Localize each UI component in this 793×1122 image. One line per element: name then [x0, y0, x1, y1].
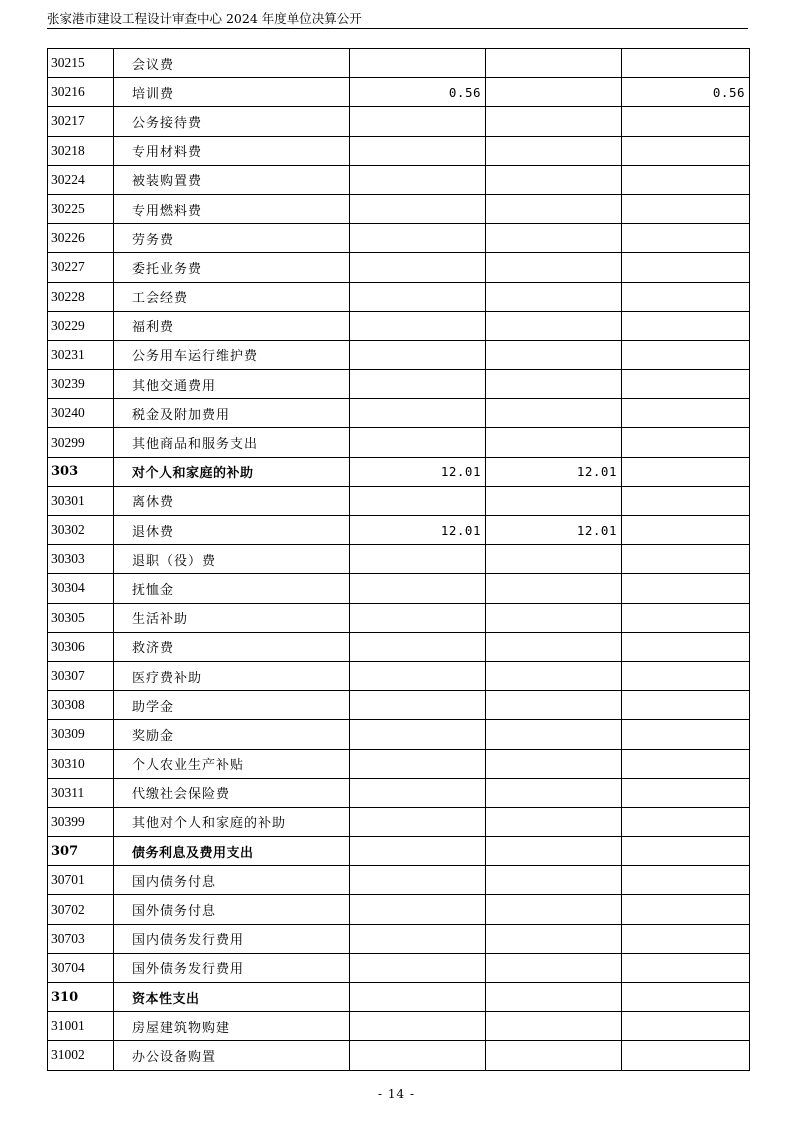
row-code-cell: 30240 — [48, 399, 114, 428]
row-amount-project-cell: 0.56 — [622, 78, 750, 107]
row-code-cell: 30310 — [48, 749, 114, 778]
row-name-cell: 专用燃料费 — [114, 194, 350, 223]
row-amount-total-cell — [350, 224, 486, 253]
row-code-cell: 30303 — [48, 545, 114, 574]
table-row — [48, 603, 750, 632]
row-code-cell: 30308 — [48, 691, 114, 720]
row-amount-project-cell — [622, 340, 750, 369]
table-row — [48, 574, 750, 603]
row-amount-basic-cell — [486, 107, 622, 136]
row-amount-total-cell — [350, 691, 486, 720]
table-row — [48, 953, 750, 982]
row-amount-project-cell — [622, 1012, 750, 1041]
expenditure-table — [47, 48, 750, 1071]
row-name-cell: 工会经费 — [114, 282, 350, 311]
row-code-cell: 310 — [48, 983, 114, 1012]
page-number: - 14 - — [377, 1087, 415, 1101]
row-amount-project-cell — [622, 165, 750, 194]
table-row — [48, 311, 750, 340]
row-name-cell: 离休费 — [114, 486, 350, 515]
row-amount-basic-cell — [486, 720, 622, 749]
row-amount-basic-cell — [486, 224, 622, 253]
row-code-cell: 303 — [48, 457, 114, 486]
row-amount-project-cell — [622, 807, 750, 836]
row-amount-project-cell — [622, 603, 750, 632]
row-name-cell: 国内债务付息 — [114, 866, 350, 895]
row-amount-basic-cell — [486, 282, 622, 311]
row-code-cell: 30703 — [48, 924, 114, 953]
row-amount-total-cell — [350, 837, 486, 866]
row-amount-project-cell — [622, 399, 750, 428]
row-amount-basic-cell — [486, 1041, 622, 1070]
row-amount-basic-cell — [486, 49, 622, 78]
row-name-cell: 生活补助 — [114, 603, 350, 632]
row-amount-project-cell — [622, 428, 750, 457]
row-code-cell: 30216 — [48, 78, 114, 107]
row-code-cell: 30226 — [48, 224, 114, 253]
row-name-cell: 退职（役）费 — [114, 545, 350, 574]
row-name-cell: 其他交通费用 — [114, 370, 350, 399]
row-amount-basic-cell — [486, 253, 622, 282]
row-amount-total-cell — [350, 253, 486, 282]
row-code-cell: 30231 — [48, 340, 114, 369]
row-name-cell: 对个人和家庭的补助 — [114, 457, 350, 486]
row-amount-total-cell — [350, 486, 486, 515]
row-amount-basic-cell — [486, 428, 622, 457]
row-amount-total-cell — [350, 399, 486, 428]
row-code-cell: 30309 — [48, 720, 114, 749]
row-amount-basic-cell — [486, 778, 622, 807]
row-amount-total-cell — [350, 107, 486, 136]
row-amount-project-cell — [622, 778, 750, 807]
row-name-cell: 税金及附加费用 — [114, 399, 350, 428]
row-code-cell: 30218 — [48, 136, 114, 165]
row-amount-project-cell — [622, 194, 750, 223]
row-amount-basic-cell — [486, 749, 622, 778]
table-row — [48, 370, 750, 399]
table-row — [48, 778, 750, 807]
row-amount-project-cell — [622, 136, 750, 165]
row-amount-basic-cell — [486, 632, 622, 661]
row-code-cell: 30306 — [48, 632, 114, 661]
row-name-cell: 债务利息及费用支出 — [114, 837, 350, 866]
row-amount-basic-cell — [486, 136, 622, 165]
row-amount-basic-cell — [486, 924, 622, 953]
row-amount-total-cell — [350, 807, 486, 836]
expenditure-table-body — [48, 49, 750, 1071]
row-name-cell: 委托业务费 — [114, 253, 350, 282]
row-code-cell: 30227 — [48, 253, 114, 282]
row-amount-basic-cell — [486, 545, 622, 574]
row-amount-total-cell — [350, 1012, 486, 1041]
row-amount-basic-cell — [486, 399, 622, 428]
table-row — [48, 1041, 750, 1070]
table-row — [48, 49, 750, 78]
row-amount-total-cell — [350, 136, 486, 165]
row-amount-project-cell — [622, 516, 750, 545]
row-amount-total-cell — [350, 866, 486, 895]
table-row — [48, 282, 750, 311]
row-amount-basic-cell — [486, 486, 622, 515]
row-amount-total-cell — [350, 983, 486, 1012]
table-row — [48, 224, 750, 253]
row-amount-project-cell — [622, 486, 750, 515]
row-name-cell: 国外债务发行费用 — [114, 953, 350, 982]
row-amount-project-cell — [622, 749, 750, 778]
table-row — [48, 720, 750, 749]
row-amount-total-cell — [350, 924, 486, 953]
row-amount-project-cell — [622, 574, 750, 603]
row-amount-project-cell — [622, 49, 750, 78]
table-row — [48, 486, 750, 515]
row-name-cell: 医疗费补助 — [114, 661, 350, 690]
row-amount-project-cell — [622, 545, 750, 574]
row-amount-total-cell — [350, 194, 486, 223]
row-amount-total-cell — [350, 574, 486, 603]
row-amount-basic-cell — [486, 370, 622, 399]
table-row — [48, 516, 750, 545]
row-code-cell: 30304 — [48, 574, 114, 603]
row-amount-total-cell — [350, 282, 486, 311]
table-row — [48, 107, 750, 136]
row-amount-project-cell — [622, 720, 750, 749]
row-amount-total-cell — [350, 311, 486, 340]
table-row — [48, 691, 750, 720]
row-name-cell: 助学金 — [114, 691, 350, 720]
row-amount-total-cell — [350, 895, 486, 924]
row-name-cell: 被装购置费 — [114, 165, 350, 194]
table-row — [48, 749, 750, 778]
row-code-cell: 30704 — [48, 953, 114, 982]
row-code-cell: 30311 — [48, 778, 114, 807]
row-name-cell: 代缴社会保险费 — [114, 778, 350, 807]
row-amount-basic-cell — [486, 895, 622, 924]
row-amount-project-cell — [622, 895, 750, 924]
row-name-cell: 房屋建筑物购建 — [114, 1012, 350, 1041]
row-amount-project-cell — [622, 224, 750, 253]
row-amount-basic-cell — [486, 165, 622, 194]
row-code-cell: 31002 — [48, 1041, 114, 1070]
row-name-cell: 办公设备购置 — [114, 1041, 350, 1070]
row-amount-basic-cell — [486, 340, 622, 369]
row-amount-project-cell — [622, 924, 750, 953]
row-name-cell: 救济费 — [114, 632, 350, 661]
table-row — [48, 78, 750, 107]
row-code-cell: 30215 — [48, 49, 114, 78]
row-amount-basic-cell — [486, 194, 622, 223]
table-row — [48, 924, 750, 953]
row-amount-project-cell — [622, 253, 750, 282]
row-amount-basic-cell — [486, 837, 622, 866]
table-row — [48, 136, 750, 165]
row-amount-project-cell — [622, 837, 750, 866]
row-amount-basic-cell — [486, 311, 622, 340]
table-row — [48, 1012, 750, 1041]
row-name-cell: 个人农业生产补贴 — [114, 749, 350, 778]
row-name-cell: 奖励金 — [114, 720, 350, 749]
row-code-cell: 307 — [48, 837, 114, 866]
row-code-cell: 30701 — [48, 866, 114, 895]
row-amount-project-cell — [622, 370, 750, 399]
table-row — [48, 837, 750, 866]
table-row — [48, 661, 750, 690]
header-divider — [47, 28, 748, 29]
row-amount-basic-cell — [486, 661, 622, 690]
row-amount-total-cell — [350, 749, 486, 778]
table-row — [48, 399, 750, 428]
row-amount-total-cell — [350, 953, 486, 982]
row-name-cell: 国内债务发行费用 — [114, 924, 350, 953]
row-amount-basic-cell — [486, 866, 622, 895]
row-amount-total-cell — [350, 340, 486, 369]
row-name-cell: 公务接待费 — [114, 107, 350, 136]
table-row — [48, 807, 750, 836]
row-amount-total-cell — [350, 778, 486, 807]
row-amount-total-cell — [350, 165, 486, 194]
row-amount-total-cell: 0.56 — [350, 78, 486, 107]
row-amount-total-cell — [350, 49, 486, 78]
row-amount-total-cell: 12.01 — [350, 516, 486, 545]
row-code-cell: 30224 — [48, 165, 114, 194]
row-code-cell: 30305 — [48, 603, 114, 632]
row-amount-basic-cell: 12.01 — [486, 516, 622, 545]
row-code-cell: 30299 — [48, 428, 114, 457]
row-name-cell: 会议费 — [114, 49, 350, 78]
row-name-cell: 其他商品和服务支出 — [114, 428, 350, 457]
row-amount-project-cell — [622, 953, 750, 982]
row-name-cell: 劳务费 — [114, 224, 350, 253]
row-code-cell: 30228 — [48, 282, 114, 311]
row-amount-total-cell — [350, 545, 486, 574]
row-amount-total-cell — [350, 603, 486, 632]
page-header-title: 张家港市建设工程设计审查中心 2024 年度单位决算公开 — [47, 11, 362, 26]
table-row — [48, 428, 750, 457]
row-amount-basic-cell — [486, 1012, 622, 1041]
row-name-cell: 培训费 — [114, 78, 350, 107]
row-amount-basic-cell — [486, 691, 622, 720]
row-code-cell: 30225 — [48, 194, 114, 223]
row-amount-project-cell — [622, 311, 750, 340]
row-code-cell: 30702 — [48, 895, 114, 924]
row-amount-total-cell — [350, 370, 486, 399]
row-code-cell: 30302 — [48, 516, 114, 545]
row-name-cell: 公务用车运行维护费 — [114, 340, 350, 369]
row-amount-project-cell — [622, 866, 750, 895]
row-amount-basic-cell — [486, 78, 622, 107]
row-amount-basic-cell — [486, 983, 622, 1012]
table-row — [48, 866, 750, 895]
row-amount-total-cell — [350, 720, 486, 749]
row-amount-basic-cell — [486, 603, 622, 632]
row-amount-project-cell — [622, 457, 750, 486]
row-amount-project-cell — [622, 282, 750, 311]
row-amount-basic-cell — [486, 807, 622, 836]
row-amount-total-cell — [350, 428, 486, 457]
row-amount-basic-cell — [486, 574, 622, 603]
table-row — [48, 983, 750, 1012]
row-code-cell: 30301 — [48, 486, 114, 515]
row-amount-basic-cell: 12.01 — [486, 457, 622, 486]
row-amount-total-cell — [350, 661, 486, 690]
table-row — [48, 545, 750, 574]
row-code-cell: 30217 — [48, 107, 114, 136]
row-amount-total-cell — [350, 632, 486, 661]
row-amount-project-cell — [622, 1041, 750, 1070]
row-name-cell: 退休费 — [114, 516, 350, 545]
row-amount-project-cell — [622, 691, 750, 720]
table-row — [48, 457, 750, 486]
table-row — [48, 895, 750, 924]
row-amount-project-cell — [622, 632, 750, 661]
row-amount-project-cell — [622, 983, 750, 1012]
row-name-cell: 福利费 — [114, 311, 350, 340]
table-row — [48, 340, 750, 369]
table-row — [48, 165, 750, 194]
row-code-cell: 31001 — [48, 1012, 114, 1041]
row-amount-basic-cell — [486, 953, 622, 982]
row-name-cell: 资本性支出 — [114, 983, 350, 1012]
row-amount-project-cell — [622, 107, 750, 136]
row-code-cell: 30229 — [48, 311, 114, 340]
row-code-cell: 30239 — [48, 370, 114, 399]
row-name-cell: 专用材料费 — [114, 136, 350, 165]
row-name-cell: 国外债务付息 — [114, 895, 350, 924]
table-row — [48, 632, 750, 661]
row-amount-total-cell — [350, 1041, 486, 1070]
row-code-cell: 30307 — [48, 661, 114, 690]
row-name-cell: 抚恤金 — [114, 574, 350, 603]
row-amount-project-cell — [622, 661, 750, 690]
table-row — [48, 194, 750, 223]
row-code-cell: 30399 — [48, 807, 114, 836]
row-amount-total-cell: 12.01 — [350, 457, 486, 486]
row-name-cell: 其他对个人和家庭的补助 — [114, 807, 350, 836]
table-row — [48, 253, 750, 282]
